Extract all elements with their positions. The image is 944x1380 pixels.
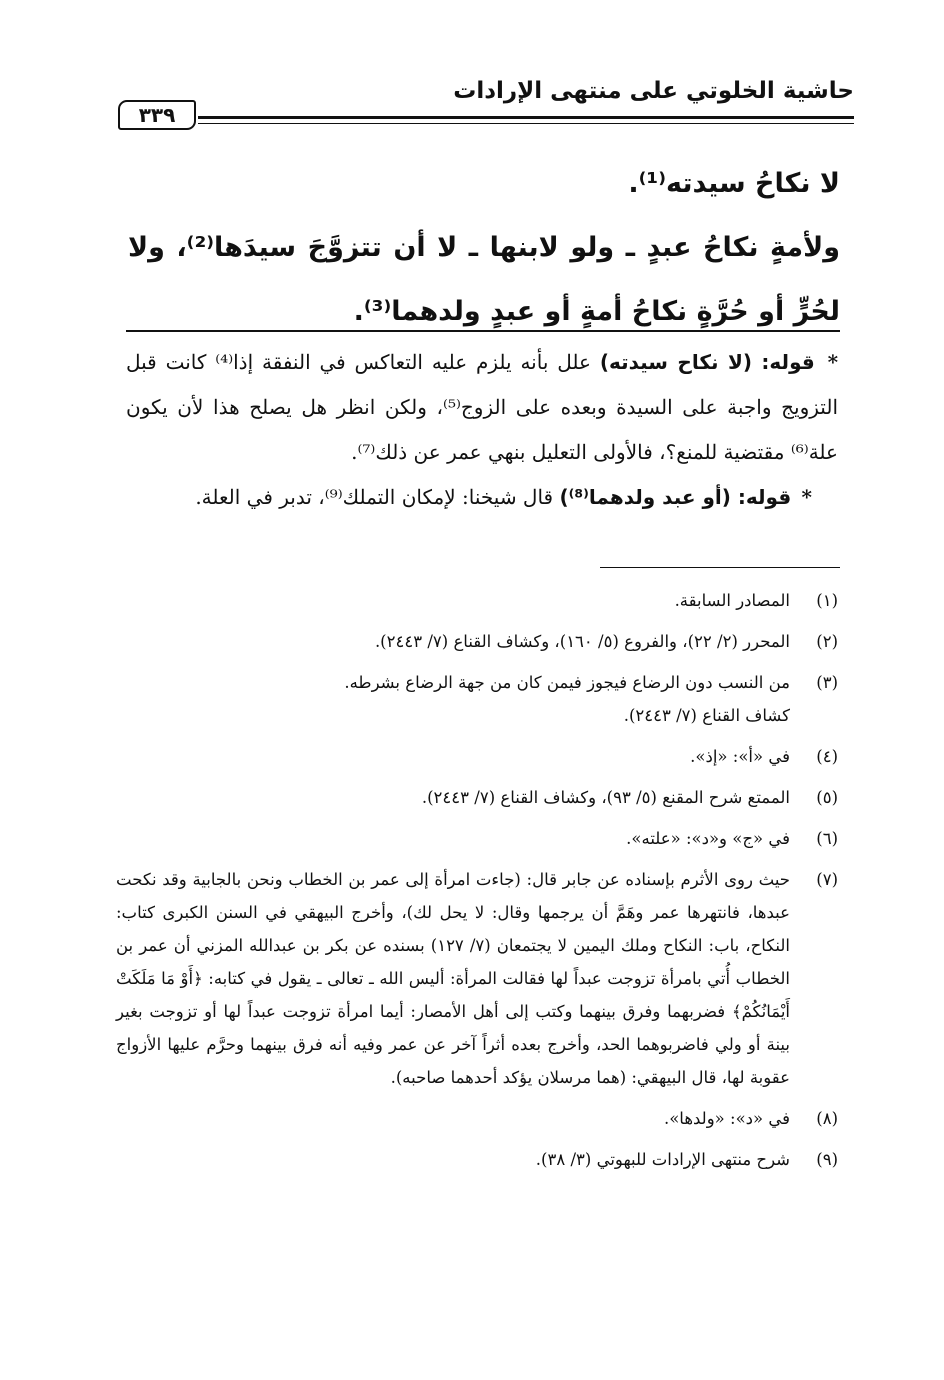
- main-text: [128, 152, 840, 344]
- main-text-line-2: ولأمةٍ نكاحُ عبدٍ ـ ولو لابنها ـ لا أن تتزوَّجَ سيدَها⁽²⁾، ولا لحُرٍّ أو حُرَّةٍ نكاحُ أمةٍ أو عبدٍ ولدهما⁽³⁾.: [128, 232, 840, 327]
- footnote-text: في «ج» و«د»: «علته».: [626, 829, 790, 848]
- running-title: حاشية الخلوتي على منتهى الإرادات: [453, 78, 854, 104]
- footnote-7: [116, 863, 838, 1094]
- main-text-separator: [126, 330, 840, 332]
- commentary: [126, 340, 838, 520]
- bullet-marker: *: [827, 350, 839, 374]
- footnote-number: (٣): [816, 673, 838, 692]
- footnote-number: (٩): [816, 1150, 838, 1169]
- footnote-3: [116, 666, 838, 732]
- footnote-number: (٨): [816, 1109, 838, 1128]
- bullet-marker: *: [801, 485, 812, 509]
- footnote-number: (٦): [816, 829, 838, 848]
- footnote-2: [116, 625, 838, 658]
- commentary-lemma-1: قوله: (لا نكاح سيدته): [599, 350, 815, 374]
- footnote-1: [116, 584, 838, 617]
- footnote-number: (٢): [816, 632, 838, 651]
- main-text-line-1: لا نكاحُ سيدته⁽¹⁾.: [628, 168, 840, 199]
- commentary-lemma-2: قوله: (أو عبد ولدهما⁽⁸⁾): [559, 485, 792, 509]
- footnote-number: (٤): [816, 747, 838, 766]
- footnote-5: [116, 781, 838, 814]
- footnote-separator: [600, 567, 840, 568]
- footnote-8: [116, 1102, 838, 1135]
- header-rule: [198, 116, 854, 119]
- footnote-6: [116, 822, 838, 855]
- footnote-text: حيث روى الأثرم بإسناده عن جابر قال: (جاءت امرأة إلى عمر بن الخطاب ونحن بالجابية وقد نكحت عبدها، فانتهرها عمر وهَمَّ أن يرجمها وقال: لا يحل لك)، وأخرج البيهقي في السنن الكبرى كتاب: النكاح، باب: النكاح وملك اليمين لا يجتمعان (٧/ ١٢٧) بسنده عن بكر بن عبدالله المزني أن عمر بن الخطاب أُتي بامرأة تزوجت عبداً لها فقالت المرأة: أليس الله ـ تعالى ـ يقول في كتابه: ﴿أَوْ مَا مَلَكَتْ أَيْمَانُكُمْ﴾ فضربهما وفرق بينهما وكتب إلى أهل الأمصار: أيما امرأة تزوجت عبداً لها أو تزوجت بغير بينة أو ولي فاضربوهما الحد، وأخرج بعده أثراً آخر عن عمر وفيه أنه فرق بينهما وحرَّم عليها الأزواج عقوبة لها، قال البيهقي: (هما مرسلان يؤكد أحدهما صاحبه).: [116, 870, 790, 1087]
- footnote-text: في «د»: «ولدها».: [663, 1109, 790, 1128]
- footnote-text: المصادر السابقة.: [674, 591, 790, 610]
- commentary-paragraph-2: [126, 475, 838, 520]
- footnote-text-continued: كشاف القناع (٧/ ٢٤٤٣).: [623, 706, 790, 725]
- footnote-4: [116, 740, 838, 773]
- commentary-paragraph-1: [126, 340, 838, 475]
- footnote-text: من النسب دون الرضاع فيجوز فيمن كان من جهة الرضاع بشرطه.: [344, 673, 790, 692]
- footnote-number: (١): [816, 591, 838, 610]
- commentary-text-2: قال شيخنا: لإمكان التملك⁽⁹⁾، تدبر في العلة.: [195, 485, 554, 509]
- footnote-text: المحرر (٢/ ٢٢)، والفروع (٥/ ١٦٠)، وكشاف القناع (٧/ ٢٤٤٣).: [374, 632, 790, 651]
- footnote-text: الممتع شرح المقنع (٥/ ٩٣)، وكشاف القناع (٧/ ٢٤٤٣).: [421, 788, 790, 807]
- footnote-text: في «أ»: «إذ».: [690, 747, 790, 766]
- footnote-9: [116, 1143, 838, 1176]
- footnotes: [116, 584, 838, 1184]
- footnote-number: (٧): [816, 870, 838, 889]
- commentary-text-1: علل بأنه يلزم عليه التعاكس في النفقة إذا⁽⁴⁾ كانت قبل التزويج واجبة على السيدة وبعده على الزوج⁽⁵⁾، ولكن انظر هل يصلح هذا لأن يكون علة⁽⁶⁾ مقتضية للمنع؟، فالأولى التعليل بنهي عمر عن ذلك⁽⁷⁾.: [126, 350, 838, 464]
- page-number: ٣٣٩: [118, 100, 196, 130]
- footnote-number: (٥): [816, 788, 838, 807]
- page-header: [118, 78, 854, 132]
- header-rule-thin: [198, 123, 854, 124]
- footnote-text: شرح منتهى الإرادات للبهوتي (٣/ ٣٨).: [535, 1150, 790, 1169]
